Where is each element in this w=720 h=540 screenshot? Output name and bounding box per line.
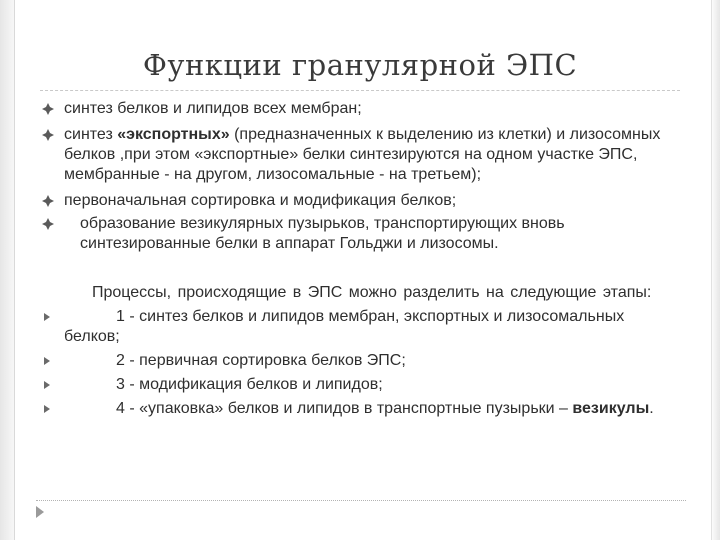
diamond-bullet-icon [42, 103, 54, 115]
step-text-pre: - «упаковка» белков и липидов в транспортные пузырьки – [124, 400, 573, 417]
step-item [42, 375, 682, 395]
triangle-bullet-icon [42, 312, 52, 322]
bullet-item [42, 125, 682, 185]
bullet-text: первоначальная сортировка и модификация белков; [64, 192, 457, 209]
step-number: 2 [116, 352, 125, 369]
bullet-item [42, 214, 682, 254]
step-text-post: . [649, 400, 654, 417]
step-number: 3 [116, 376, 125, 393]
bullet-item [42, 99, 682, 119]
nav-arrow-icon [32, 505, 46, 519]
step-text: - модификация белков и липидов; [124, 376, 383, 393]
title-divider [40, 90, 680, 91]
bullet-text-bold: «экспортных» [117, 126, 230, 143]
step-text: - первичная сортировка белков ЭПС; [124, 352, 406, 369]
step-number: 4 [116, 400, 125, 417]
slide-content [42, 99, 682, 419]
triangle-bullet-icon [42, 404, 52, 414]
slide-title: Функции гранулярной ЭПС [142, 48, 578, 82]
step-item [42, 399, 682, 419]
diamond-bullet-icon [42, 129, 54, 141]
step-text-bold: везикулы [572, 400, 650, 417]
step-number: 1 [116, 308, 125, 325]
bullet-text-pre: синтез [64, 126, 118, 143]
step-text: - синтез белков и липидов мембран, экспортных и лизосомальных белков; [64, 308, 625, 345]
step-item [42, 307, 682, 347]
triangle-bullet-icon [42, 380, 52, 390]
triangle-bullet-icon [42, 356, 52, 366]
step-item [42, 351, 682, 371]
bullet-text: образование везикулярных пузырьков, транспортирующих вновь синтезированные белки в аппарат Гольджи и лизосомы. [80, 215, 565, 252]
bullet-text-post: (предназначенных к выделению из клетки) и лизосомных белков ,при этом «экспортные» белки синтезируются на одном участке ЭПС, мембранные - на другом, лизосомальные - на третьем); [64, 126, 661, 183]
stages-paragraph: Процессы, происходящие в ЭПС можно разделить на следующие этапы: [92, 284, 652, 301]
bullet-item [42, 191, 682, 211]
bullet-text: синтез белков и липидов всех мембран; [64, 100, 362, 117]
diamond-bullet-icon [42, 195, 54, 207]
diamond-bullet-icon [42, 218, 54, 230]
bottom-divider [36, 500, 686, 501]
